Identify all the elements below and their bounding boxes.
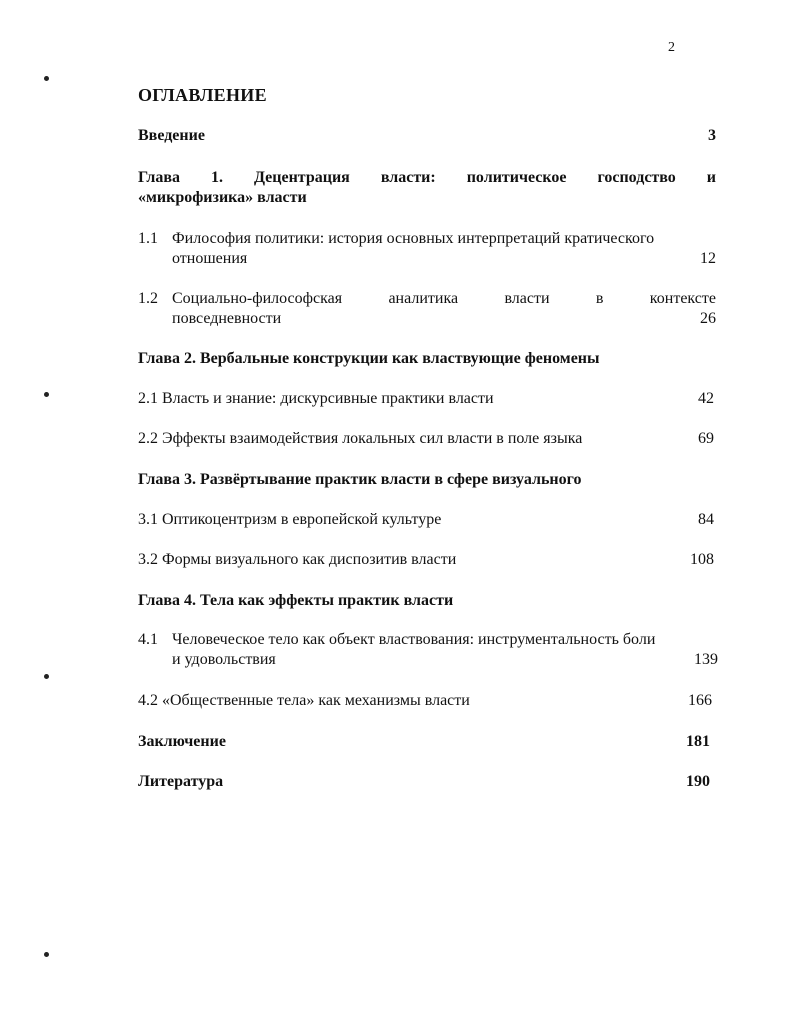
toc-section-number: 1.2: [138, 290, 158, 307]
toc-entry-page: 166: [688, 692, 712, 709]
toc-section-number: 2.1: [138, 390, 158, 407]
toc-chapter-line: Глава 1. Децентрация власти: политическое господство и: [138, 169, 716, 186]
toc-chapter-line: «микрофизика» власти: [138, 189, 307, 206]
toc-section-3-2: [138, 550, 714, 570]
toc-chapter-2: [138, 349, 716, 369]
toc-entry-label: Литература: [138, 773, 224, 790]
toc-entry-page: 3: [708, 127, 716, 144]
toc-entry-page: 181: [686, 733, 710, 750]
toc-section-label: Эффекты взаимодействия локальных сил власти в поле языка: [162, 430, 583, 447]
page-title: ОГЛАВЛЕНИЕ: [138, 85, 267, 105]
toc-section-line: и удовольствия: [172, 651, 276, 668]
toc-chapter-1: [138, 168, 716, 208]
toc-chapter-line: Глава 2. Вербальные конструкции как властвующие феномены: [138, 350, 600, 367]
toc-section-line: Человеческое тело как объект властвования: инструментальность боли: [172, 631, 656, 648]
toc-section-label: Формы визуального как диспозитив власти: [162, 551, 457, 568]
toc-section-1-2: [138, 289, 716, 329]
toc-entry-page: 190: [686, 773, 710, 790]
toc-entry-page: 84: [698, 511, 714, 528]
toc-section-number: 4.1: [138, 631, 158, 648]
toc-section-4-1: [138, 630, 718, 670]
toc-section-number: 4.2: [138, 692, 158, 709]
toc-section-2-1: [138, 389, 714, 409]
toc-entry-label: Заключение: [138, 733, 226, 750]
toc-entry-page: 139: [694, 651, 718, 668]
toc-entry-page: 42: [698, 390, 714, 407]
toc-section-1-1: [138, 229, 716, 269]
toc-entry-literature: [138, 772, 710, 792]
toc-section-line: отношения: [172, 250, 248, 267]
toc-section-label: Оптикоцентризм в европейской культуре: [162, 511, 442, 528]
toc-chapter-line: Глава 3. Развёртывание практик власти в сфере визуального: [138, 471, 582, 488]
toc-section-2-2: [138, 429, 714, 449]
toc-section-line: Социально-философская аналитика власти в контексте: [172, 290, 716, 307]
scan-speck: [44, 392, 49, 397]
toc-section-line: Философия политики: история основных интерпретаций кратического: [172, 230, 655, 247]
toc-entry-page: 26: [700, 310, 716, 327]
scan-speck: [44, 952, 49, 957]
toc-section-4-2: [138, 691, 712, 711]
toc-entry-intro: [138, 126, 716, 146]
toc-section-number: 1.1: [138, 230, 158, 247]
scan-speck: [44, 674, 49, 679]
toc-chapter-4: [138, 591, 716, 611]
toc-entry-page: 12: [700, 250, 716, 267]
toc-entry-page: 108: [690, 551, 714, 568]
toc-section-line: повседневности: [172, 310, 282, 327]
toc-section-number: 3.1: [138, 511, 158, 528]
scan-speck: [44, 76, 49, 81]
toc-chapter-3: [138, 470, 716, 490]
toc-section-3-1: [138, 510, 714, 530]
toc-entry-conclusion: [138, 732, 710, 752]
toc-entry-label: Введение: [138, 127, 205, 144]
page-number: 2: [668, 40, 675, 55]
toc-section-label: Власть и знание: дискурсивные практики власти: [162, 390, 494, 407]
toc-section-number: 2.2: [138, 430, 158, 447]
toc-chapter-line: Глава 4. Тела как эффекты практик власти: [138, 592, 454, 609]
toc-section-number: 3.2: [138, 551, 158, 568]
toc-entry-page: 69: [698, 430, 714, 447]
toc-section-label: «Общественные тела» как механизмы власти: [162, 692, 470, 709]
